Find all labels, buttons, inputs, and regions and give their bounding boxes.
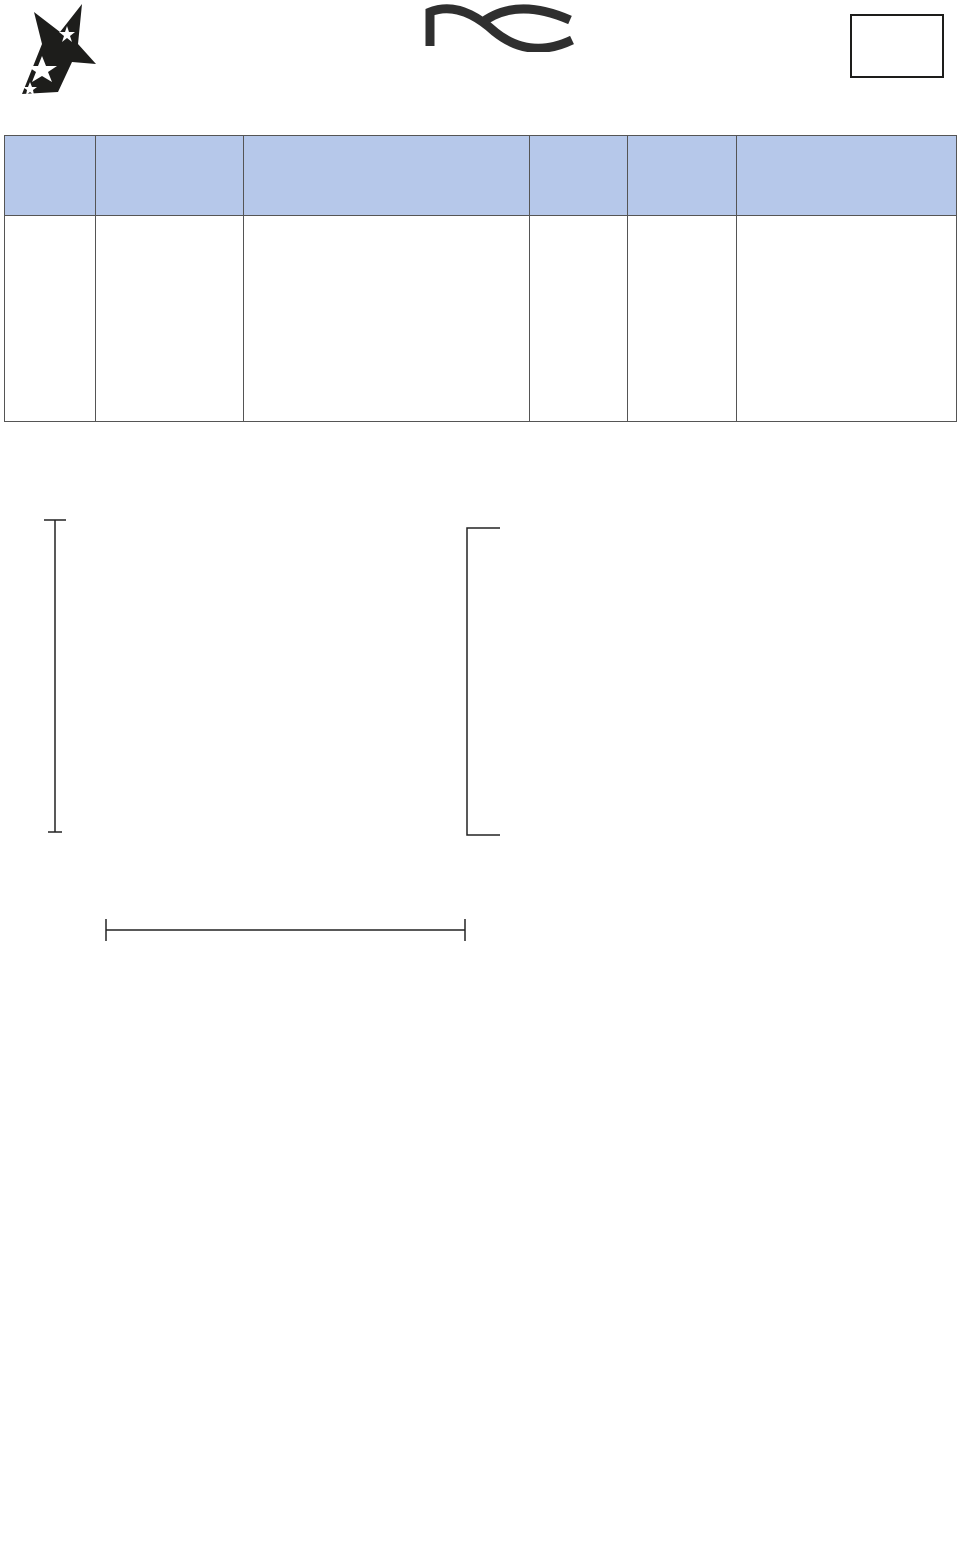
header-pomieszczenie: [737, 136, 957, 216]
cell-pomieszczenie: [737, 216, 957, 422]
header-nr-karty: [5, 136, 96, 216]
header-ilosc: [530, 136, 628, 216]
rack-layout-drawing: [0, 495, 500, 955]
eu-flag-icon: [850, 14, 944, 78]
header-opis: [244, 136, 530, 216]
header-nr-stwiorb: [96, 136, 244, 216]
rack-schematic: [0, 495, 500, 955]
stars-emblem-icon: [12, 4, 98, 96]
cell-opis: [244, 216, 530, 422]
cell-jm: [628, 216, 737, 422]
eu-logo: [698, 14, 948, 80]
free-space-hatch: [467, 528, 500, 835]
cell-nr-karty: [5, 216, 96, 422]
cell-ilosc: [530, 216, 628, 422]
wave-logo-icon: [420, 2, 580, 52]
header-jm: [628, 136, 737, 216]
spec-table: [4, 135, 957, 422]
table-header-row: [5, 136, 957, 216]
cell-nr-stwiorb: [96, 216, 244, 422]
infrastruktura-logo: [12, 4, 322, 96]
manggha-logo: [420, 2, 580, 97]
table-row: [5, 216, 957, 422]
